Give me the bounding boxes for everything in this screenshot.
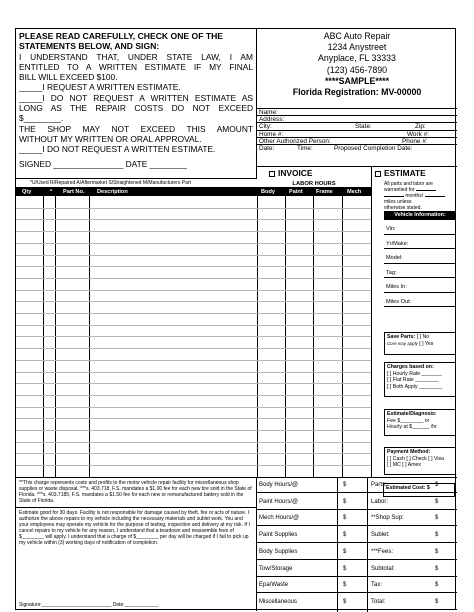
address-field[interactable]: Address: bbox=[257, 116, 457, 123]
warranty-months-blank[interactable] bbox=[384, 196, 404, 197]
table-row[interactable] bbox=[16, 407, 371, 408]
col-description: Description bbox=[97, 189, 128, 195]
totals-row[interactable] bbox=[257, 495, 457, 510]
signature-date-line[interactable]: SIGNED _______________ DATE ________ bbox=[19, 158, 187, 169]
col-frame: Frame bbox=[316, 189, 333, 195]
totals-label: Epa/Waste bbox=[259, 582, 289, 589]
totals-label: Sublet: bbox=[371, 532, 390, 539]
totals-label: Body Hours/@ bbox=[259, 482, 299, 488]
diagnosis-box: Estimate/Diagnosis: Fee $________ or Hourly at $______ /hr bbox=[384, 409, 456, 436]
table-row[interactable] bbox=[16, 372, 371, 373]
parts-table-header bbox=[16, 188, 371, 196]
totals-label: Subtotal: bbox=[371, 565, 395, 572]
checkbox-icon bbox=[269, 171, 275, 177]
terms-notes bbox=[16, 477, 257, 611]
totals-label: Total: bbox=[371, 598, 386, 605]
totals-divider bbox=[367, 478, 368, 612]
totals-label: Body Supplies bbox=[259, 548, 298, 555]
totals-label: ***Fees: bbox=[371, 548, 394, 555]
totals-label: Paint Supplies bbox=[259, 532, 298, 539]
date-time-field[interactable]: Date: Time: Proposed Completion Date: bbox=[259, 144, 413, 152]
col-part-no: Part No. bbox=[63, 189, 85, 195]
table-row[interactable] bbox=[16, 301, 371, 302]
currency-sign: $ bbox=[343, 598, 347, 605]
table-row[interactable] bbox=[16, 383, 371, 384]
col-mech: Mech bbox=[347, 189, 362, 195]
currency-sign: $ bbox=[435, 565, 439, 572]
table-row[interactable] bbox=[16, 360, 371, 361]
table-row[interactable] bbox=[16, 325, 371, 326]
currency-sign: $ bbox=[343, 482, 347, 488]
table-row[interactable] bbox=[16, 231, 371, 232]
table-row[interactable] bbox=[16, 465, 371, 466]
warranty-note: All parts and labor are warrantied for months/ miles unless otherwise stated. bbox=[384, 181, 456, 211]
save-parts-yes[interactable]: [ ] Yes bbox=[419, 340, 434, 347]
save-parts-box: Save Parts: [ ] No Core may apply [ ] Yes bbox=[384, 332, 456, 355]
legal-text-5: THE SHOP MAY NOT EXCEED THIS AMOUNT bbox=[19, 123, 253, 134]
legal-heading-2: STATEMENTS BELOW, AND SIGN: bbox=[19, 41, 160, 52]
payment-method-box: Payment Method: [ ] Cash [ ] Check [ ] Visa [ ] MC [ ] Amex bbox=[384, 447, 456, 475]
table-row[interactable] bbox=[16, 348, 371, 349]
shop-header bbox=[257, 29, 457, 109]
estimate-limit-field[interactable]: $________. bbox=[19, 113, 64, 124]
table-row[interactable] bbox=[16, 430, 371, 431]
invoice-checkbox[interactable]: INVOICE bbox=[269, 168, 312, 178]
col-code: * bbox=[50, 189, 53, 195]
shop-city: Anyplace, FL 33333 bbox=[318, 53, 396, 64]
currency-sign: $ bbox=[435, 548, 439, 555]
estimated-cost-field[interactable]: Estimated Cost: $ bbox=[383, 483, 455, 497]
currency-sign: $ bbox=[343, 582, 347, 589]
legal-text-6: WITHOUT MY WRITTEN OR ORAL APPROVAL. bbox=[19, 133, 202, 144]
side-panel bbox=[371, 166, 457, 477]
part-codes-legend: *U/Used R/Repaired A/Aftermarket S/Straightened M/Manufacturers Part bbox=[30, 180, 191, 186]
miles-out-field[interactable]: Miles Out: bbox=[384, 293, 456, 308]
legal-heading-1: PLEASE READ CAREFULLY, CHECK ONE OF THE bbox=[19, 31, 224, 41]
name-field[interactable]: Name: bbox=[257, 109, 457, 116]
repair-order-form bbox=[15, 28, 456, 610]
totals-label: Tax: bbox=[371, 582, 383, 589]
legal-text-4: LONG AS THE REPAIR COSTS DO NOT EXCEED bbox=[19, 103, 253, 114]
totals-section bbox=[257, 477, 457, 611]
totals-divider bbox=[337, 478, 338, 612]
totals-label: Paint Hours/@ bbox=[259, 498, 299, 505]
totals-label: Labor: bbox=[371, 498, 389, 505]
other-person-field[interactable]: Other Authorized Person: Phone #: bbox=[257, 138, 457, 145]
table-row[interactable] bbox=[16, 219, 371, 220]
table-row[interactable] bbox=[16, 336, 371, 337]
totals-label: Tow/Storage bbox=[259, 565, 293, 572]
registration-number: Florida Registration: MV-00000 bbox=[292, 87, 422, 98]
diagnosis-fee-field[interactable]: Fee $________ or bbox=[387, 417, 430, 424]
labor-hours-label: LABOR HOURS bbox=[292, 181, 336, 187]
currency-sign: $ bbox=[435, 582, 439, 589]
table-row[interactable] bbox=[16, 208, 371, 209]
fees-disclaimer: **This charge represents costs and profits to the motor vehicle repair facility for miscellaneous shop supplies or waste disposal. ***s. 403.718, F.S. mandates a $1.00 fee for each new tire sold in the State of Florida. ***s. 403.7185, F.S. mandates a $1.50 fee for each new or remanufactured battery sold in the State of Florida. bbox=[16, 478, 256, 508]
vin-field[interactable]: Vin: bbox=[384, 220, 456, 235]
totals-row[interactable] bbox=[257, 578, 457, 593]
vehicle-info-heading: Vehicle Information: bbox=[384, 211, 456, 220]
col-body: Body bbox=[261, 189, 275, 195]
currency-sign: $ bbox=[435, 515, 439, 522]
charges-box: Charges based on: [ ] Hourly Rate _______ [ ] Flat Rate ________ [ ] Both Apply ________ bbox=[384, 362, 456, 397]
shop-name: ABC Auto Repair bbox=[323, 31, 391, 41]
legal-text-3: BILL WILL EXCEED $100. bbox=[19, 72, 118, 83]
sample-label: ****SAMPLE**** bbox=[324, 75, 390, 86]
currency-sign: $ bbox=[343, 548, 347, 555]
both-apply-option[interactable]: [ ] Both Apply ________ bbox=[387, 383, 443, 390]
customer-info bbox=[257, 109, 457, 166]
payment-options-row-2[interactable]: [ ] MC [ ] Amex bbox=[387, 462, 422, 469]
payment-options-row-1[interactable]: [ ] Cash [ ] Check [ ] Visa bbox=[387, 455, 444, 462]
table-row[interactable] bbox=[16, 290, 371, 291]
totals-row[interactable] bbox=[257, 545, 457, 560]
currency-sign: $ bbox=[343, 532, 347, 539]
totals-label: Parts: bbox=[371, 482, 387, 488]
totals-label: **Shop Sup: bbox=[371, 515, 404, 522]
table-row[interactable] bbox=[16, 418, 371, 419]
currency-sign: $ bbox=[343, 565, 347, 572]
currency-sign: $ bbox=[343, 498, 347, 505]
shop-street: 1234 Anystreet bbox=[327, 42, 387, 53]
table-row[interactable] bbox=[16, 266, 371, 267]
table-row[interactable] bbox=[16, 313, 371, 314]
table-row[interactable] bbox=[16, 278, 371, 279]
warranty-miles-field[interactable] bbox=[425, 196, 445, 197]
home-work-field[interactable]: Home #: Work #: bbox=[257, 131, 457, 138]
shop-phone: (123) 456-7890 bbox=[326, 64, 388, 75]
currency-sign: $ bbox=[435, 532, 439, 539]
col-paint: Paint bbox=[289, 189, 303, 195]
city-state-zip-field[interactable]: City: State: Zip: bbox=[257, 123, 457, 130]
estimate-checkbox[interactable]: ESTIMATE bbox=[375, 168, 426, 178]
flat-rate-option[interactable]: [ ] Flat Rate ________ bbox=[387, 377, 439, 384]
totals-row[interactable] bbox=[257, 478, 457, 493]
diagnosis-hourly-field[interactable]: Hourly at $______ /hr bbox=[387, 424, 437, 431]
table-row[interactable] bbox=[16, 255, 371, 256]
option-request-estimate[interactable]: _____I REQUEST A WRITTEN ESTIMATE. bbox=[19, 82, 181, 93]
signature-line[interactable]: Signature:_________________________ Date:____________ bbox=[19, 602, 159, 608]
currency-sign: $ bbox=[435, 482, 439, 488]
vehicle-information bbox=[384, 211, 456, 307]
tag-field[interactable]: Tag: bbox=[384, 264, 456, 279]
table-row[interactable] bbox=[16, 442, 371, 443]
totals-row[interactable] bbox=[257, 595, 457, 610]
totals-row[interactable] bbox=[257, 511, 457, 526]
totals-row[interactable] bbox=[257, 562, 457, 577]
estimate-authorization-box bbox=[16, 29, 257, 179]
totals-label: Mech Hours/@ bbox=[259, 515, 300, 522]
year-make-field[interactable]: Yr/Make: bbox=[384, 235, 456, 250]
hourly-rate-option[interactable]: [ ] Hourly Rate _______ bbox=[387, 370, 442, 377]
miles-in-field[interactable]: Miles In: bbox=[384, 278, 456, 293]
save-parts-no[interactable]: [ ] No bbox=[416, 334, 430, 340]
totals-label: Miscellaneous bbox=[259, 598, 298, 605]
authorization-terms: Estimate good for 30 days. Facility is not responsible for damage caused by theft, fire or acts of nature. I authorize the above repairs to my vehicle including the necessary materials and sublet work. You and your employees may operate my vehicle for the purpose of testing, inspection and delivery at my risk. If I cancel repairs to my vehicle for any reason, I understand that a teardown and reassemble fees of $________ will apply. I understand that a charge of $________ per day will be charged if I fail to pick up my vehicle within (3) working days of notification of completion. bbox=[19, 510, 250, 546]
currency-sign: $ bbox=[435, 498, 439, 505]
currency-sign: $ bbox=[343, 515, 347, 522]
legal-text-1: I UNDERSTAND THAT, UNDER STATE LAW, I AM bbox=[19, 51, 253, 62]
model-field[interactable]: Model: bbox=[384, 249, 456, 264]
col-qty: Qty bbox=[22, 189, 32, 195]
legal-text-2: ENTITLED TO A WRITTEN ESTIMATE IF MY FINAL bbox=[19, 61, 253, 72]
table-row[interactable] bbox=[16, 395, 371, 396]
table-row[interactable] bbox=[16, 243, 371, 244]
warranty-months-field[interactable] bbox=[416, 190, 436, 191]
option-no-estimate[interactable]: _____I DO NOT REQUEST A WRITTEN ESTIMATE. bbox=[19, 144, 216, 155]
table-row[interactable] bbox=[16, 453, 371, 454]
totals-row[interactable] bbox=[257, 528, 457, 543]
option-no-estimate-limit[interactable]: _____I DO NOT REQUEST A WRITTEN ESTIMATE AS bbox=[19, 92, 253, 103]
currency-sign: $ bbox=[435, 598, 439, 605]
